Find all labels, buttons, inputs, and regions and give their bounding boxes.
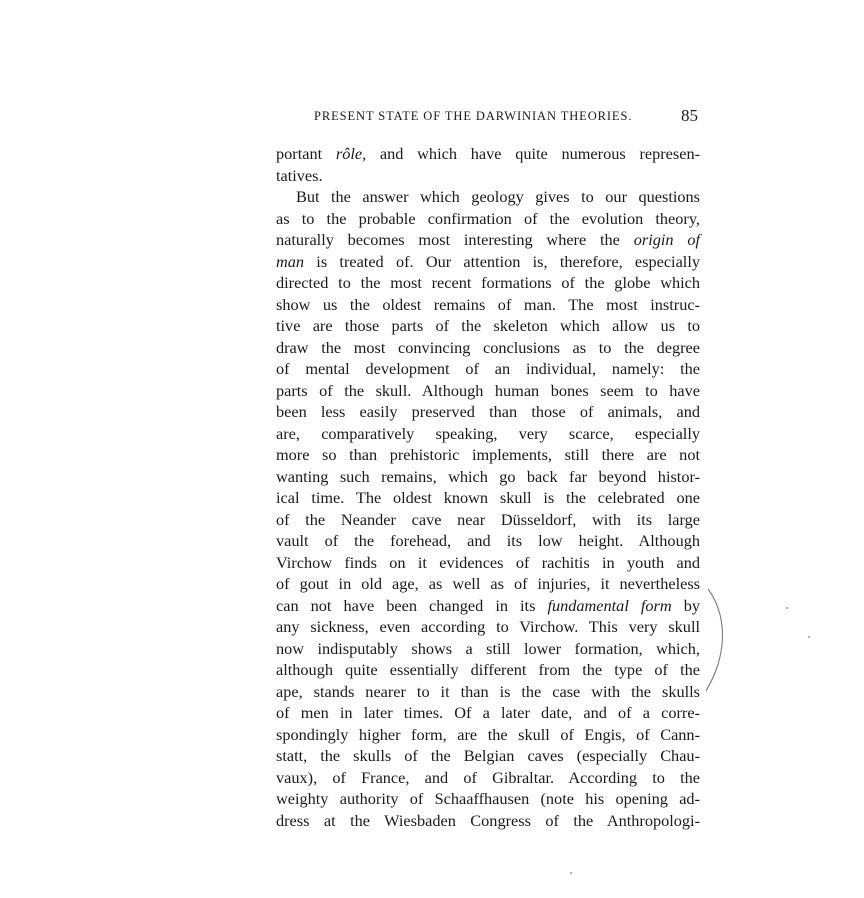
text-segment: been less easily preserved than those of animals, and [276, 402, 700, 421]
text-segment: show us the oldest remains of man. The most instruc- [276, 294, 700, 314]
text-segment: now indisputably shows a still lower formation, which, [276, 638, 700, 658]
text-line [276, 681, 700, 703]
scan-speck [808, 636, 810, 638]
margin-pencil-mark [700, 585, 740, 695]
text-line [276, 143, 700, 165]
text-segment: any sickness, even according to Virchow. This very skull [276, 617, 700, 636]
body-text [276, 143, 700, 831]
text-segment: more so than prehistoric implements, still there are not [276, 445, 700, 464]
text-segment: of gout in old age, as well as of injuries, it nevertheless [276, 574, 700, 593]
italic-text: man [276, 251, 305, 271]
italic-text: origin of [633, 230, 700, 249]
text-line [276, 487, 700, 509]
text-segment: tive are those parts of the skeleton which allow us to [276, 316, 700, 335]
text-segment: draw the most convincing conclusions as to the degree [276, 337, 700, 357]
text-line [276, 251, 700, 273]
text-line [276, 229, 700, 251]
text-line [276, 423, 700, 445]
text-line [276, 358, 700, 380]
text-segment: by [671, 595, 700, 615]
text-line [276, 380, 700, 402]
text-line [276, 186, 700, 208]
text-segment: statt, the skulls of the Belgian caves (especially Chau- [276, 746, 700, 765]
text-line [276, 509, 700, 531]
text-line [276, 638, 700, 660]
text-segment: can not have been changed in its [276, 595, 548, 615]
text-line [276, 466, 700, 488]
text-segment: portant [276, 144, 336, 163]
text-segment: vaux), of France, and of Gibraltar. According to the [276, 767, 700, 787]
text-segment: spondingly higher form, are the skull of Engis, of Cann- [276, 724, 700, 744]
text-segment: of mental development of an individual, namely: the [276, 359, 700, 378]
text-segment: Virchow finds on it evidences of rachitis in youth and [276, 552, 700, 572]
text-segment: ape, stands nearer to it than is the case with the skulls [276, 681, 700, 701]
text-segment: naturally becomes most interesting where the [276, 230, 634, 249]
text-line [276, 444, 700, 466]
running-head-title: PRESENT STATE OF THE DARWINIAN THEORIES. [314, 109, 633, 123]
text-line [276, 337, 700, 359]
text-segment: tatives. [276, 165, 323, 185]
text-segment: although quite essentially different from the type of the [276, 660, 700, 679]
text-line [276, 165, 700, 187]
italic-text: fundamental form [547, 595, 672, 615]
text-segment: and which have quite numerous represen- [366, 144, 701, 163]
text-line [276, 401, 700, 423]
text-line [276, 745, 700, 767]
text-line [276, 659, 700, 681]
text-segment: of the Neander cave near Düsseldorf, with its large [276, 509, 700, 529]
text-line [276, 208, 700, 230]
text-line [276, 724, 700, 746]
text-line [276, 294, 700, 316]
text-segment: ical time. The oldest known skull is the celebrated one [276, 488, 700, 507]
text-line [276, 573, 700, 595]
text-segment: directed to the most recent formations of the globe which [276, 273, 700, 292]
text-line [276, 616, 700, 638]
text-line [276, 810, 700, 832]
text-segment: is treated of. Our attention is, therefore, especially [304, 251, 700, 271]
scan-speck [786, 607, 788, 609]
text-line [276, 767, 700, 789]
text-segment: are, comparatively speaking, very scarce, especially [276, 423, 700, 443]
text-segment: vault of the forehead, and its low height. Although [276, 531, 700, 550]
text-line [276, 272, 700, 294]
text-segment: But the answer which geology gives to our questions [296, 187, 700, 206]
text-line [276, 788, 700, 810]
text-segment: wanting such remains, which go back far beyond histor- [276, 466, 700, 486]
text-line [276, 530, 700, 552]
text-line [276, 595, 700, 617]
text-line [276, 315, 700, 337]
running-head [300, 106, 700, 128]
text-segment: parts of the skull. Although human bones seem to have [276, 380, 700, 400]
page-number: 85 [681, 106, 698, 125]
text-line [276, 552, 700, 574]
italic-text: rôle, [335, 144, 367, 163]
text-segment: of men in later times. Of a later date, and of a corre- [276, 703, 700, 722]
text-segment: as to the probable confirmation of the evolution theory, [276, 208, 700, 228]
scan-speck [570, 872, 572, 874]
text-line [276, 702, 700, 724]
text-segment: dress at the Wiesbaden Congress of the Anthropologi- [276, 810, 700, 830]
text-segment: weighty authority of Schaaffhausen (note his opening ad- [276, 789, 700, 808]
